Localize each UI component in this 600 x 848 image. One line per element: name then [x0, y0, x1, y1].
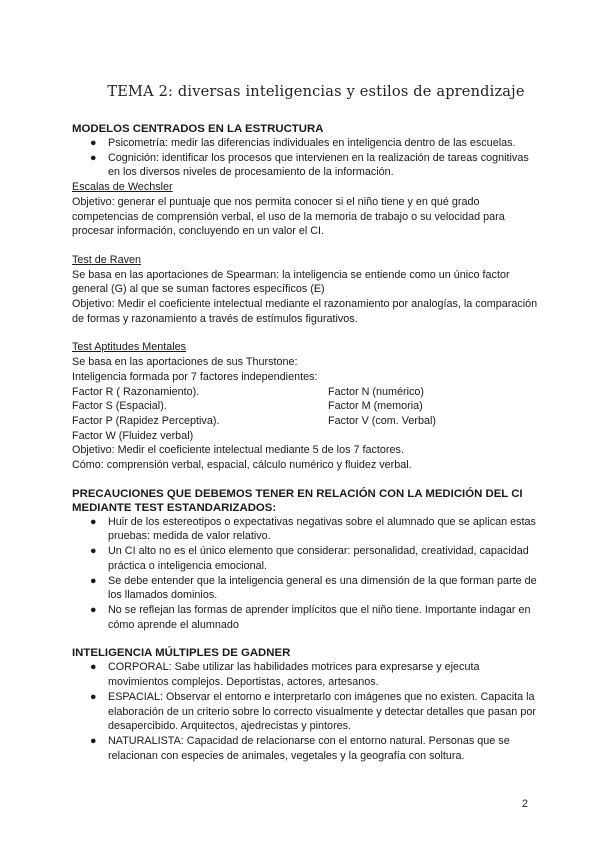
bullet-icon: ●: [90, 661, 97, 674]
section-heading-gadner: INTELIGENCIA MÚLTIPLES DE GADNER: [72, 647, 291, 660]
factor-item: Factor V (com. Verbal): [328, 414, 437, 427]
estructura-list: [72, 136, 540, 180]
wechsler-text: Objetivo: generar el puntuaje que nos permita conocer si el niño tiene y en qué grado competencias de comprensión verbal, el uso de la memoria de trabajo o su velocidad para procesar información, concluyendo en un valor el CI.: [72, 195, 505, 238]
raven-title: Test de Raven: [72, 253, 142, 266]
list-item: ● NATURALISTA: Capacidad de relacionarse con el entorno natural. Personas que se relacionan con especies de animales, vegetales y la geografía con soltura.: [90, 734, 510, 762]
page-number: 2: [521, 798, 528, 810]
list-item: ● ESPACIAL: Observar el entorno e interpretarlo con imágenes que no existen. Capacita la elaboración de un criterio sobre lo correcto visualmente y detectar detalles que pasan por desapercibido. Arquitectos, ajedrecistas y pintores.: [90, 690, 536, 733]
factor-item: Factor M (memoria): [328, 400, 423, 413]
factor-item: Factor W (Fluidez verbal): [72, 429, 194, 442]
tam-intro: Inteligencia formada por 7 factores independientes:: [72, 370, 318, 383]
page-content: [72, 84, 540, 763]
tam-como: Cómo: comprensión verbal, espacial, cálculo numérico y fluidez verbal.: [72, 459, 412, 472]
list-item: ● Cognición: identificar los procesos que intervienen en la realización de tareas cognitivas en los diversos niveles de procesamiento de la información.: [90, 151, 529, 179]
list-item: ● Un CI alto no es el único elemento que considerar: personalidad, creatividad, capacidad práctica o inteligencia emocional.: [90, 545, 529, 572]
page-title: TEMA 2: diversas inteligencias y estilos de aprendizaje: [107, 84, 525, 100]
gadner-list: [72, 660, 540, 763]
bullet-icon: ●: [90, 545, 97, 558]
tam-objective: Objetivo: Medir el coeficiente intelectual mediante 5 de los 7 factores.: [72, 444, 404, 457]
factor-item: Factor N (numérico): [328, 385, 424, 398]
list-item: ● Huir de los estereotipos o expectativas negativas sobre el alumnado que se aplican estas pruebas: medida de valor relativo.: [90, 515, 536, 543]
bullet-icon: ●: [90, 515, 97, 528]
list-item: ● Psicometría: medir las diferencias individuales en inteligencia dentro de las escuelas.: [90, 137, 516, 149]
bullet-icon: ●: [90, 137, 97, 149]
raven-text: Se basa en las aportaciones de Spearman: la inteligencia se entiende como un único factor general (G) al que se suman factores específicos (E): [72, 268, 510, 296]
raven-objective: Objetivo: Medir el coeficiente intelectual mediante el razonamiento por analogías, la comparación de formas y razonamiento a través de estímulos figurativos.: [72, 298, 538, 325]
factor-item: Factor P (Rapidez Perceptiva).: [72, 414, 220, 427]
bullet-icon: ●: [90, 734, 97, 747]
bullet-icon: ●: [90, 151, 97, 164]
bullet-icon: ●: [90, 690, 97, 703]
factor-item: Factor R ( Razonamiento).: [72, 385, 200, 398]
list-item: ● Se debe entender que la inteligencia general es una dimensión de la que forman parte de los llamados dominios.: [90, 574, 537, 602]
bullet-icon: ●: [90, 603, 97, 616]
list-item: ● CORPORAL: Sabe utilizar las habilidades motrices para expresarse y ejecuta movimientos complejos. Deportistas, actores, artesanos.: [90, 661, 480, 689]
tam-basis: Se basa en las aportaciones de sus Thurstone:: [72, 356, 298, 369]
wechsler-title: Escalas de Wechsler: [72, 181, 173, 194]
section-heading-precauciones: PRECAUCIONES QUE DEBEMOS TENER EN RELACIÓN CON LA MEDICIÓN DEL CI MEDIANTE TEST ESTANDARIZADOS:: [72, 487, 523, 514]
tam-title: Test Aptitudes Mentales: [72, 341, 187, 354]
section-heading-estructura: MODELOS CENTRADOS EN LA ESTRUCTURA: [72, 123, 324, 135]
factors-grid: [72, 385, 540, 444]
precauciones-list: [72, 515, 540, 633]
bullet-icon: ●: [90, 574, 97, 587]
factor-item: Factor S (Espacial).: [72, 400, 167, 413]
list-item: ● No se reflejan las formas de aprender implícitos que el niño tiene. Importante indagar en cómo aprende el alumnado: [90, 603, 531, 631]
